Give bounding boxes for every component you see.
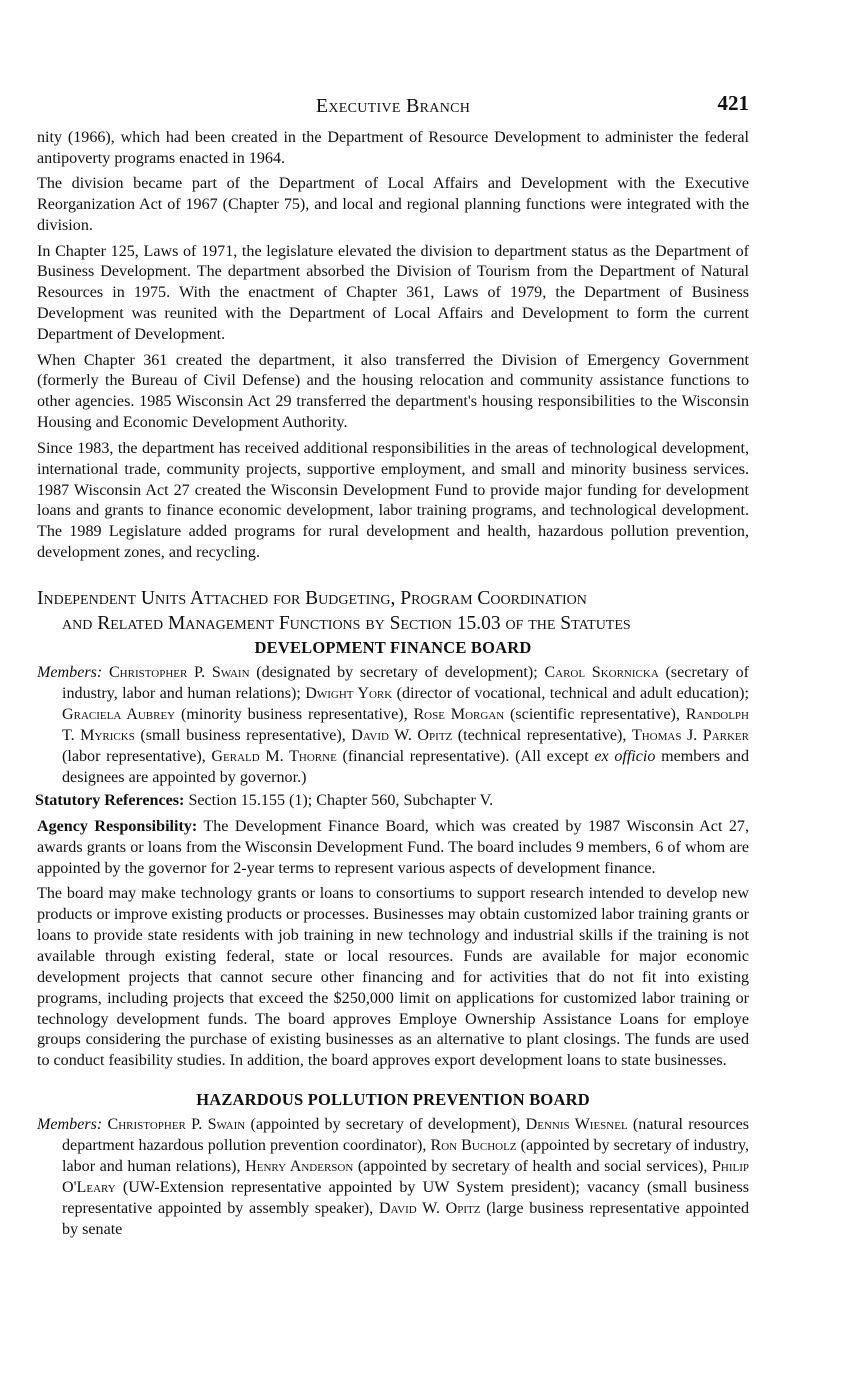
member-role: (UW-Extension representative appointed by UW System president); vacancy (small business representative appointed by assembly speaker), [62,1178,749,1217]
intro-paragraph: The division became part of the Department of Local Affairs and Development with the Executive Reorganization Act of 1967 (Chapter 75), and local and regional planning functions were integrated with the division. [37,175,749,235]
agency-label: Agency Responsibility: [37,817,198,835]
member-role: (scientific representative), [504,705,686,723]
intro-paragraph: Since 1983, the department has received additional responsibilities in the areas of technological development, international trade, community projects, supportive employment, and small and minority business services. 1987 Wisconsin Act 27 created the Wisconsin Development Fund to provide major funding for development loans and grants to finance economic development, labor training programs, and technological development. The 1989 Legislature added programs for rural development and health, hazardous pollution prevention, development zones, and recycling. [37,439,749,562]
document-page [37,92,749,1244]
statutory-references [35,791,749,812]
members-note-post: members and designees are appointed by governor.) [62,747,750,786]
member-role: (appointed by secretary of development), [245,1116,526,1134]
agency-text: The Development Finance Board, which was created by 1987 Wisconsin Act 27, awards grants or loans from the Wisconsin Development Fund. The board includes 9 members, 6 of whom are appointed by the governor for 2-year terms to represent various aspects of development finance. [37,817,749,877]
member-name: Dennis Wiesnel [525,1116,628,1134]
members-note-em: ex officio [594,747,656,765]
intro-paragraph: nity (1966), which had been created in the Department of Resource Development to administer the federal antipoverty programs enacted in 1964. [37,129,749,167]
member-name: Gerald M. Thorne [211,747,337,765]
agency-responsibility [37,817,749,880]
member-role: (large business representative appointed by senate [62,1199,749,1238]
page-number: 421 [717,91,749,115]
member-role: (appointed by secretary of health and social services), [353,1157,712,1175]
member-role: (technical representative), [452,726,632,744]
member-name: Henry Anderson [245,1157,354,1175]
member-name: Philip O'Leary [62,1157,750,1196]
members-label: Members: [37,1116,103,1134]
header-title: Executive Branch [315,95,471,117]
member-name: Carol Skornicka [544,664,659,682]
member-role: (appointed by secretary of industry, labor and human relations), [62,1137,749,1175]
board1-members [37,663,749,788]
intro-paragraph: When Chapter 361 created the department, it also transferred the Division of Emergency Government (formerly the Bureau of Civil Defense) and the housing relocation and community assistance functions to other agencies. 1985 Wisconsin Act 29 transferred the department's housing responsibilities to the Wisconsin Housing and Economic Development Authority. [37,351,749,432]
member-name: David W. Opitz [351,726,453,744]
member-role: (labor representative), [62,747,212,765]
member-role: (financial representative). [336,747,516,765]
member-role: (director of vocational, technical and adult education); [392,684,749,702]
member-role: (designated by secretary of development); [249,664,545,682]
board1-paragraph: The board may make technology grants or loans to consortiums to support research intended to develop new products or improve existing products or processes. Businesses may obtain customized labor training grants or loans to provide state residents with job training in new technology and industrial skills if the training is not available through existing federal, state or local resources. Funds are available for major economic development projects that cannot secure other financing and for activities that do not fit into existing programs, including projects that exceed the $250,000 limit on applications for customized labor training or technology development funds. The board approves Employe Ownership Assistance Loans for employe groups considering the purchase of existing businesses as an alternative to plant closings. The funds are used to conduct feasibility studies. In addition, the board approves export development loans to state businesses. [37,885,750,1070]
section-heading-line1: Independent Units Attached for Budgeting, Program Coordination [37,588,587,610]
member-name: Dwight York [305,684,393,702]
board-title-hazardous-pollution: HAZARDOUS POLLUTION PREVENTION BOARD [196,1090,590,1110]
member-role: (small business representative), [134,726,352,744]
member-name: David W. Opitz [379,1199,481,1217]
member-name: Thomas J. Parker [631,726,749,744]
member-role: (minority business representative), [175,705,414,723]
intro-paragraph: In Chapter 125, Laws of 1971, the legislature elevated the division to department status as the Department of Business Development. The department absorbed the Division of Tourism from the Department of Natural Resources in 1975. With the enactment of Chapter 361, Laws of 1979, the Department of Business Development was reunited with the Department of Local Affairs and Development to form the current Department of Development. [37,242,749,344]
members-label: Members: [37,664,103,682]
section-heading-line2: and Related Management Functions by Section 15.03 of the Statutes [62,613,631,635]
member-name: Christopher P. Swain [107,1116,246,1134]
board-title-development-finance: DEVELOPMENT FINANCE BOARD [254,638,532,658]
member-name: Randolph T. Myricks [62,705,749,744]
running-header [37,92,749,124]
member-name: Graciela Aubrey [62,705,176,723]
member-name: Rose Morgan [413,705,505,723]
statutory-text: Section 15.155 (1); Chapter 560, Subchapter V. [184,792,494,810]
board2-members [37,1115,749,1240]
statutory-label: Statutory References: [35,792,185,810]
members-note-pre: (All except [515,747,595,765]
member-role: (natural resources department hazardous pollution prevention coordinator), [62,1116,749,1155]
member-name: Ron Bucholz [430,1137,517,1155]
member-role: (secretary of industry, labor and human relations); [62,664,749,702]
member-name: Christopher P. Swain [108,664,250,682]
section-heading [37,586,749,636]
